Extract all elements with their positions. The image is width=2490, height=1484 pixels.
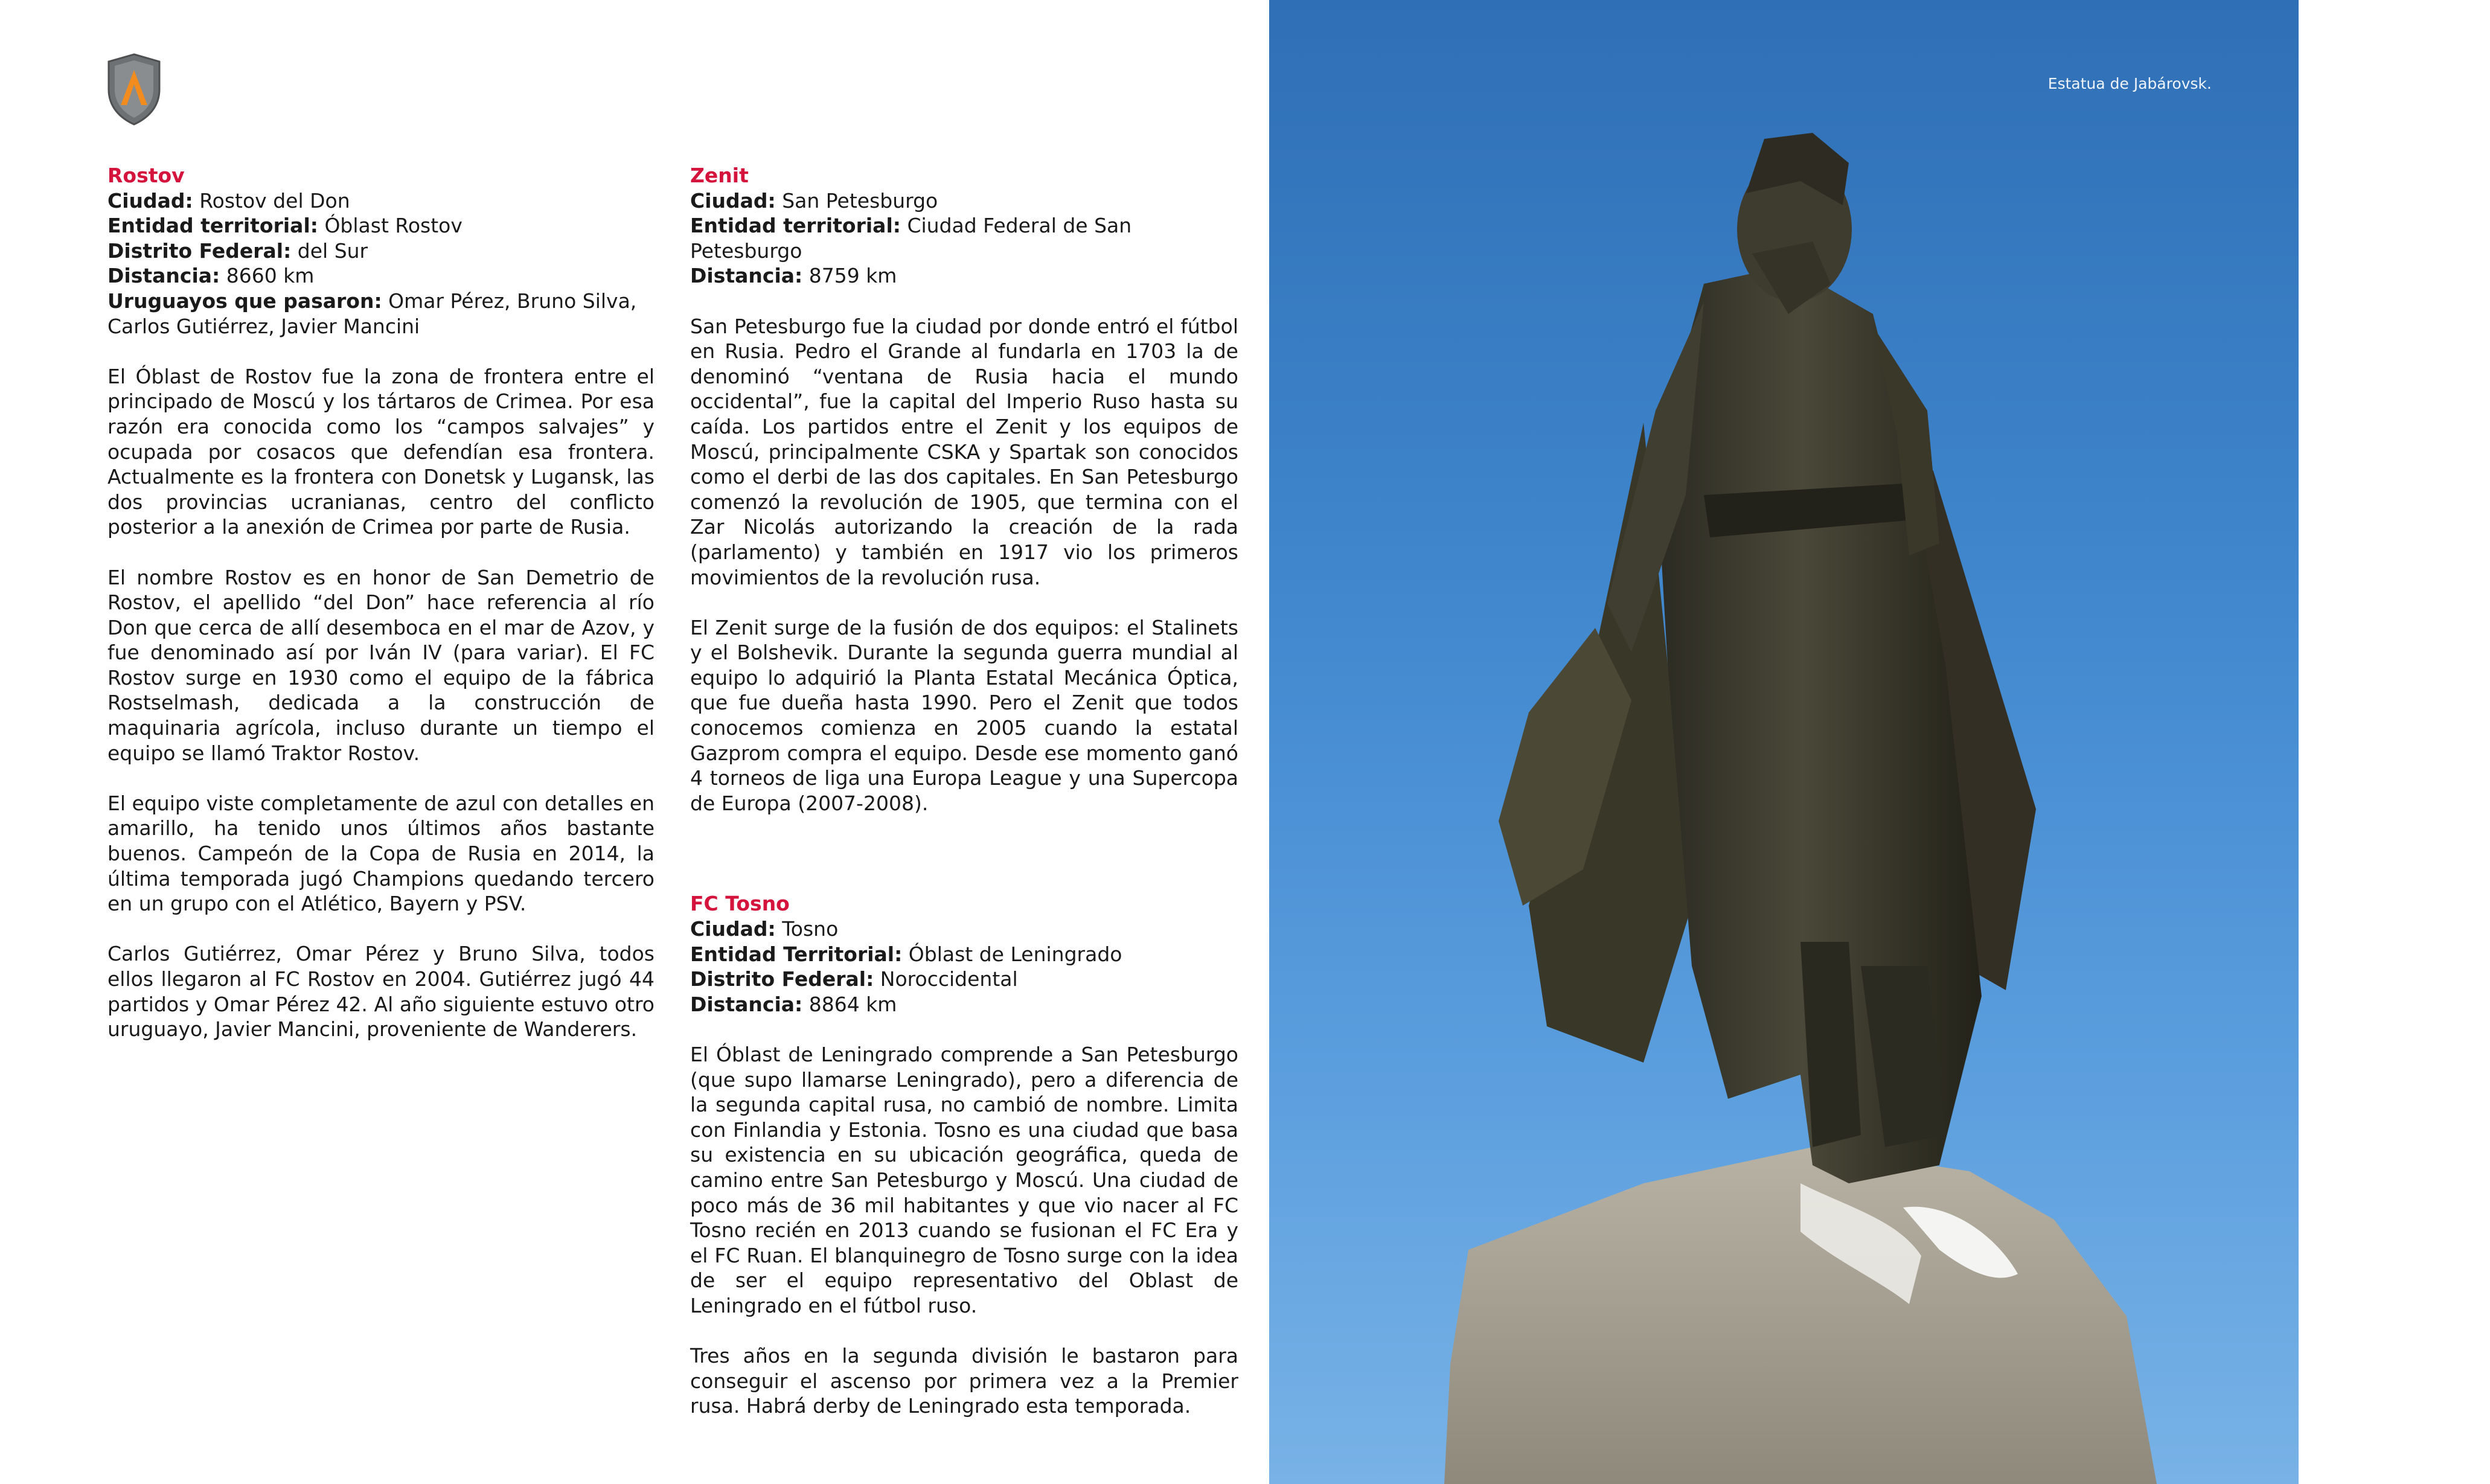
- zenit-facts: [690, 188, 1238, 289]
- tosno-facts: [690, 916, 1238, 1017]
- zenit-section: [690, 163, 1238, 816]
- rostov-paragraph: El nombre Rostov es en honor de San Demetrio de Rostov, el apellido “del Don” hace referencia al río Don que cerca de allí desemboca en el mar de Azov, y fue denominado así por Iván IV (para variar). El FC Rostov surge en 1930 como el equipo de la fábrica Rostselmash, dedicada a la construcción de maquinaria agrícola, incluso durante un tiempo el equipo se llamó Traktor Rostov.: [107, 565, 655, 765]
- tosno-fact-city: Ciudad: Tosno: [690, 917, 839, 941]
- rostov-column: [107, 163, 655, 1042]
- tosno-section: [690, 891, 1238, 1418]
- rostov-facts: [107, 188, 655, 339]
- zenit-fact-city: Ciudad: San Petesburgo: [690, 188, 938, 213]
- rostov-fact-district: Distrito Federal: del Sur: [107, 238, 368, 263]
- statue-illustration: [1269, 0, 2299, 1484]
- rostov-paragraph: El equipo viste completamente de azul con detalles en amarillo, ha tenido unos últimos años bastante buenos. Campeón de la Copa de Rusia en 2014, la última temporada jugó Champions quedando tercero en un grupo con el Atlético, Bayern y PSV.: [107, 791, 655, 916]
- tosno-paragraph: Tres años en la segunda división le bastaron para conseguir el ascenso por primera vez a la Premier rusa. Habrá derby de Leningrado esta temporada.: [690, 1344, 1238, 1418]
- zenit-fact-entity: Entidad territorial: Ciudad Federal de San Petesburgo: [690, 214, 1132, 263]
- rostov-fact-distance: Distancia: 8660 km: [107, 264, 315, 288]
- photo-caption: Estatua de Jabárovsk.: [2047, 75, 2212, 92]
- rostov-fact-city: Ciudad: Rostov del Don: [107, 188, 350, 213]
- tosno-fact-entity: Entidad Territorial: Óblast de Leningrado: [690, 942, 1122, 966]
- rostov-paragraph: El Óblast de Rostov fue la zona de frontera entre el principado de Moscú y los tártaros de Crimea. Por esa razón era conocida como los “campos salvajes” y ocupada por cosacos que defendían esa frontera. Actualmente es la frontera con Donetsk y Lugansk, las dos provincias ucranianas, centro del conflicto posterior a la anexión de Crimea por parte de Rusia.: [107, 364, 655, 539]
- tosno-title: FC Tosno: [690, 892, 790, 916]
- rostov-paragraph: Carlos Gutiérrez, Omar Pérez y Bruno Silva, todos ellos llegaron al FC Rostov en 2004. Gutiérrez jugó 44 partidos y Omar Pérez 42. Al año siguiente estuvo otro uruguayo, Javier Mancini, proveniente de Wanderers.: [107, 942, 655, 1041]
- zenit-paragraph: San Petesburgo fue la ciudad por donde entró el fútbol en Rusia. Pedro el Grande al fundarla en 1703 la de denominó “ventana de Rusia hacia el mundo occidental”, fue la capital del Imperio Ruso hasta su caída. Los partidos entre el Zenit y los equipos de Moscú, principalmente CSKA y Spartak son conocidos como el derbi de las dos capitales. En San Petesburgo comenzó la revolución de 1905, que termina con el Zar Nicolás autorizando la creación de la rada (parlamento) y también en 1917 vio los primeros movimientos de la revolución rusa.: [690, 314, 1238, 589]
- rostov-section: [107, 163, 655, 1042]
- zenit-fact-distance: Distancia: 8759 km: [690, 264, 897, 288]
- shield-logo-icon: [105, 52, 163, 127]
- zenit-title: Zenit: [690, 164, 749, 187]
- rostov-title: Rostov: [107, 164, 185, 187]
- statue-photo: [1269, 0, 2299, 1484]
- zenit-tosno-column: [690, 163, 1238, 1419]
- tosno-fact-distance: Distancia: 8864 km: [690, 992, 897, 1016]
- rostov-fact-entity: Entidad territorial: Óblast Rostov: [107, 214, 462, 238]
- zenit-paragraph: El Zenit surge de la fusión de dos equipos: el Stalinets y el Bolshevik. Durante la segunda guerra mundial al equipo lo adquirió la Planta Estatal Mecánica Óptica, que fue dueña hasta 1990. Pero el Zenit que todos conocemos comienza en 2005 cuando la estatal Gazprom compra el equipo. Desde ese momento ganó 4 torneos de liga una Europa League y una Supercopa de Europa (2007-2008).: [690, 615, 1238, 815]
- rostov-fact-uruguayans: Uruguayos que pasaron: Omar Pérez, Bruno Silva, Carlos Gutiérrez, Javier Mancini: [107, 289, 637, 338]
- tosno-paragraph: El Óblast de Leningrado comprende a San Petesburgo (que supo llamarse Leningrado), pero a diferencia de la segunda capital rusa, no cambió de nombre. Limita con Finlandia y Estonia. Tosno es una ciudad que basa su existencia en su ubicación geográfica, queda de camino entre San Petesburgo y Moscú. Una ciudad de poco más de 36 mil habitantes y que vio nacer al FC Tosno recién en 2013 cuando se fusionan el FC Era y el FC Ruan. El blanquinegro de Tosno surge con la idea de ser el equipo representativo del Oblast de Leningrado en el fútbol ruso.: [690, 1043, 1238, 1317]
- tosno-fact-district: Distrito Federal: Noroccidental: [690, 967, 1018, 991]
